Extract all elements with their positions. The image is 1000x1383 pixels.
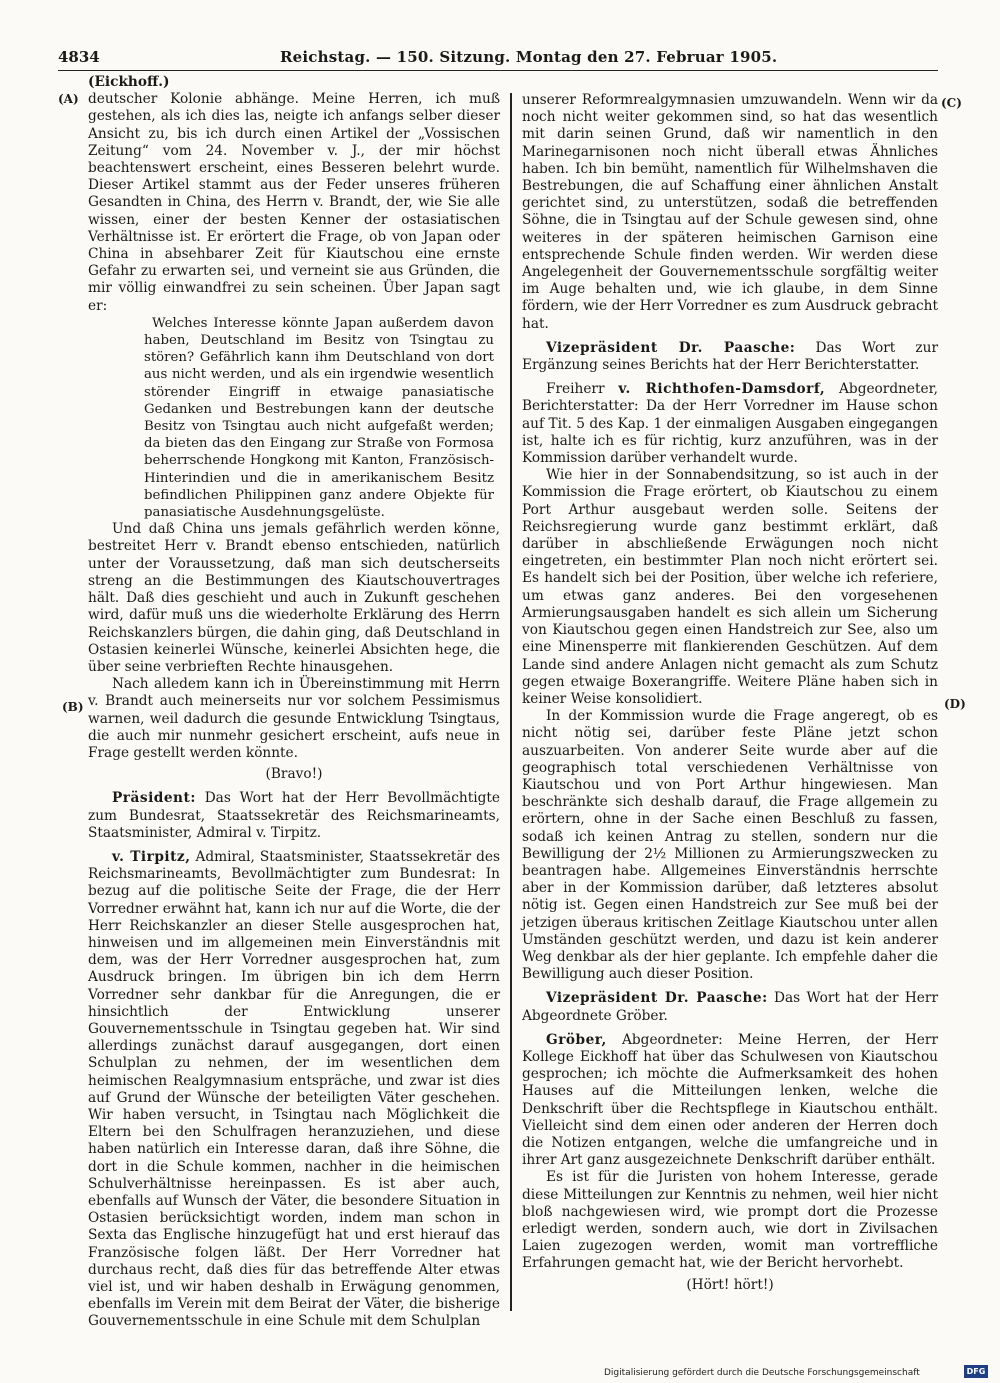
paragraph: Nach alledem kann ich in Übereinstimmung mit Herrn v. Brandt auch meinerseits nur vor solchem Pessimismus warnen, weil dadurch die gesunde Entwicklung Tsingtaus, die auch mir nunmehr gesichert erscheint, aufs neue in Frage gestellt werden könnte. <box>88 676 500 761</box>
speaker-name: Präsident: <box>112 790 196 807</box>
page-number: 4834 <box>58 48 100 66</box>
left-column <box>88 74 500 1331</box>
president-speech: Präsident: Das Wort hat der Herr Bevollmächtigte zum Bundesrat, Staatssekretär des Reichsmarineamts, Staatsminister, Admiral v. Tirpitz. <box>88 790 500 841</box>
paragraph: unserer Reformrealgymnasien umzuwandeln. Wenn wir da noch nicht weiter gekommen sind, so hat das wesentlich mit darin seinen Grund, daß wir namentlich in den Marinegarnisonen noch nicht überall etwas Ähnliches haben. Ich bin bemüht, namentlich für Wilhelmshaven die Bestrebungen, die auf Schaffung einer ähnlichen Anstalt gerichtet sind, zu unterstützen, sodaß die betreffenden Söhne, die in Tsingtau auf der Schule gewesen sind, ohne weiteres in der späteren heimischen Garnison eine entsprechende Schule finden werden. Wir werden diese Angelegenheit der Gouvernementsschule sorgfältig weiter im Auge behalten und, wie ich glaube, in dem Sinne fördern, wie der Herr Vorredner es zum Ausdruck gebracht hat. <box>522 92 938 332</box>
quotation: Welches Interesse könnte Japan außerdem davon haben, Deutschland im Besitz von Tsingtau zu stören? Gefährlich kann ihm Deutschland von dort aus nicht werden, und als ein irgendwie wesentlich störender Eingriff in etwaige panasiatische Gedanken und Bestrebungen kann der deutsche Besitz von Tsingtau auch nicht aufgefaßt werden; da bieten das den Eingang zur Straße von Formosa beherrschende Hongkong mit Kanton, Französisch-Hinterindien und die in amerikanischem Besitz befindlichen Philippinen ganz andere Objekte für panasiatische Ausdehnungsgelüste. <box>144 315 494 521</box>
interjection: (Bravo!) <box>265 766 323 783</box>
running-title: Reichstag. — 150. Sitzung. Montag den 27. Februar 1905. <box>280 48 778 66</box>
speaker-name: Vizepräsident Dr. Paasche: <box>546 339 796 356</box>
margin-marker-d: (D) <box>944 697 966 711</box>
speaker-name: Vizepräsident Dr. Paasche: <box>546 990 768 1007</box>
credit-text: Digitalisierung gefördert durch die Deutsche Forschungsgemeinschaft <box>604 1368 920 1378</box>
header-rule <box>58 70 938 71</box>
tirpitz-speech: v. Tirpitz, Admiral, Staatsminister, Staatssekretär des Reichsmarineamts, Bevollmächtigter zum Bundesrat: In bezug auf die politische Seite der Frage, die der Herr Vorredner erwähnt hat, kann ich nur auf die Worte, die der Herr Reichskanzler an dieser Stelle ausgesprochen hat, hinweisen und im allgemeinen mein Einverständnis mit dem, was der Herr Vorredner ausgesprochen hat, zum Ausdruck bringen. Im übrigen bin ich dem Herrn Vorredner sehr dankbar für die Anregungen, die er hinsichtlich der Entwicklung unserer Gouvernementsschule in Tsingtau gegeben hat. Wir sind allerdings zunächst darauf ausgegangen, dort einen Schulplan zu nehmen, der im wesentlichen dem heimischen Realgymnasium entspräche, und zwar ist dies auf Grund der Wünsche der beteiligten Väter geschehen. Wir haben versucht, in Tsingtau nach Möglichkeit die Eltern bei den Schulfragen heranzuziehen, und diese haben natürlich ein Interesse daran, daß ihre Söhne, die dort in die Schule kommen, nachher in die heimischen Schulverhältnisse hereinpassen. Es ist aber auch, ebenfalls auf Wunsch der Väter, die besondere Situation in Ostasien berücksichtigt worden, indem man schon in Sexta das Englische hinzugefügt hat und erst hierauf das Französische folgen läßt. Der Herr Vorredner hat durchaus recht, daß dies für das betreffende Alter etwas viel ist, und wir haben deshalb in Erwägung genommen, ebenfalls im Verein mit dem Beirat der Väter, die bisherige Gouvernementsschule in eine Schule mit dem Schulplan <box>88 848 500 1330</box>
richthofen-speech: Freiherr v. Richthofen-Damsdorf, Abgeordneter, Berichterstatter: Da der Herr Vorredner im Hause schon auf Tit. 5 des Kap. 1 der einmaligen Ausgaben eingegangen ist, halte ich es für richtig, kurz anzuführen, was in der Kommission darüber verhandelt wurde. <box>522 381 939 467</box>
paragraph: Es ist für die Juristen von hohem Interesse, gerade diese Mitteilungen zur Kenntnis zu nehmen, weil hier nicht bloß nachgewiesen wird, wie prompt dort die Prozesse erledigt werden, sondern auch, wie dort in Zivilsachen Laien zugezogen werden, womit man vortreffliche Erfahrungen gemacht hat, wie der Bericht hervorhebt. <box>522 1169 938 1272</box>
dfg-logo: DFG <box>964 1365 988 1378</box>
margin-marker-c: (C) <box>941 96 962 110</box>
speaker-name: v. Tirpitz, <box>112 848 191 865</box>
page-header <box>58 48 938 72</box>
speaker-name: v. Richthofen-Damsdorf, <box>618 381 826 398</box>
column-divider <box>510 93 512 1311</box>
interjection: (Hört! hört!) <box>686 1276 774 1293</box>
speaker-name: Gröber, <box>546 1031 607 1048</box>
paragraph: In der Kommission wurde die Frage angeregt, ob es nicht nötig sei, darüber feste Pläne jetzt schon auszuarbeiten. Von anderer Seite wurde aber auf die geographisch total verschiedenen Verhältnisse von Kiautschou und von Port Arthur hingewiesen. Man beschränkte sich deshalb darauf, die Frage allgemein zu erörtern, ohne in der Sache einen Beschluß zu fassen, sodaß ich keinen Antrag zu stellen, sondern nur die Bewilligung der 2½ Millionen zu Armierungszwecken zu beantragen habe. Allgemeines Einverständnis herrschte aber in der Kommission darüber, daß letzteres absolut nötig ist. Gegen einen Handstreich zur See muß bei der jetzigen überaus kritischen Zeitlage Kiautschou unter allen Umständen geschützt werden, und dazu ist kein anderer Weg denkbar als der hier geplante. Ich empfehle daher die Bewilligung auch dieser Position. <box>522 708 938 983</box>
right-column <box>522 92 938 1300</box>
vice-president-speech: Vizepräsident Dr. Paasche: Das Wort zur Ergänzung seines Berichts hat der Herr Berichterstatter. <box>522 339 938 374</box>
digitization-credit <box>604 1367 986 1380</box>
margin-marker-b: (B) <box>62 700 84 714</box>
paragraph: Wie hier in der Sonnabendsitzung, so ist auch in der Kommission die Frage erörtert, ob Kiautschou zu einem Port Arthur ausgebaut werden solle. Seitens der Reichsregierung wurde ganz bestimmt erklärt, daß darüber in abschließende Erwägungen noch nicht eingetreten, ein bestimmter Plan noch nicht erörtert sei. Es handelt sich bei der Position, über welche ich referiere, um etwas ganz anderes. Bei den vorgesehenen Armierungsausgaben handelt es sich allein um Sicherung von Kiautschou gegen einen Handstreich zur See, also um eine Minensperre mit flankierenden Geschützen. Auf dem Lande sind andere Anlagen nicht gemacht als zum Schutz gegen etwaige Boxerangriffe. Weitere Pläne haben sich in keiner Weise konsolidiert. <box>522 467 938 707</box>
groeber-speech: Gröber, Abgeordneter: Meine Herren, der Herr Kollege Eickhoff hat über das Schulwesen von Kiautschou gesprochen; ich möchte die Aufmerksamkeit des hohen Hauses auf die Mitteilungen lenken, welche die Denkschrift über die Rechtspflege in Kiautschou enthält. Vielleicht sind dem einen oder anderen der Herren doch die Notizen entgangen, welche die umfangreiche und in ihrer Art ganz ausgezeichnete Denkschrift darüber enthält. <box>522 1031 938 1169</box>
paragraph: Und daß China uns jemals gefährlich werden könne, bestreitet Herr v. Brandt ebenso entschieden, natürlich unter der Voraussetzung, daß man sich deutscherseits streng an die Bestimmungen des Kiautschouvertrages hält. Daß dies geschieht und auch in Zukunft geschehen wird, dafür muß uns die wiederholte Erklärung des Herrn Reichskanzlers bürgen, die dahin ging, daß Deutschland in Ostasien keinerlei Wünsche, keinerlei Absichten hege, die über seine verbrieften Rechte hinausgehen. <box>88 521 500 675</box>
speaker-note: (Eickhoff.) <box>88 74 170 90</box>
vice-president-speech: Vizepräsident Dr. Paasche: Das Wort hat der Herr Abgeordnete Gröber. <box>522 990 938 1024</box>
margin-marker-a: (A) <box>58 92 79 106</box>
paragraph: deutscher Kolonie abhänge. Meine Herren, ich muß gestehen, als ich dies las, neigte ich anfangs selber dieser Ansicht zu, bis ich durch einen Artikel der „Vossischen Zeitung“ vom 24. November v. J., der mir höchst beachtenswert erscheint, eines Besseren belehrt wurde. Dieser Artikel stammt aus der Feder unseres früheren Gesandten in China, des Herrn v. Brandt, der, wie Sie alle wissen, einer der besten Kenner der ostasiatischen Verhältnisse ist. Er erörtert die Frage, ob von Japan oder China in absehbarer Zeit für Kiautschou eine ernste Gefahr zu erwarten sei, und verneint sie aus Gründen, die mir völlig einwandfrei zu sein scheinen. Über Japan sagt er: <box>88 91 500 314</box>
